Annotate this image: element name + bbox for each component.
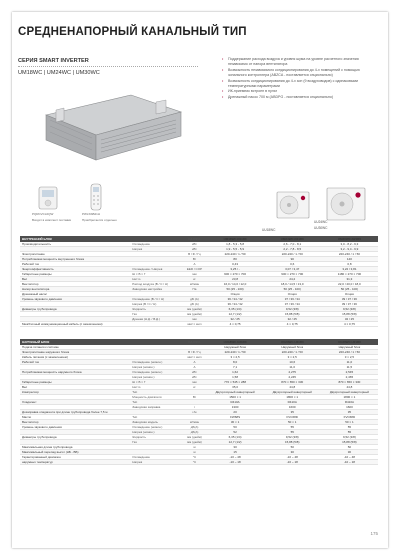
table-cell: Дозаправка хладагента при длине трубопровода более 7,5 м — [20, 410, 130, 415]
table-cell: Заводская настройка — [130, 287, 182, 292]
table-cell: мм (дюйм) — [182, 440, 206, 445]
table-cell: Энергоэффективность — [20, 267, 130, 272]
table-cell: 11,0 — [321, 360, 378, 365]
table-cell: Опция — [207, 292, 264, 297]
wired-controller-icon — [38, 186, 58, 210]
table-cell: Электропитание наружного блока — [20, 350, 130, 355]
table-cell: 220-240 / 1 / 50 — [264, 350, 321, 355]
table-cell: Охлаждение — [130, 242, 182, 247]
table-cell: 50 — [264, 445, 321, 450]
table-cell: 4 × 0,75 — [264, 322, 321, 327]
table-cell: Двухроторный инверторный — [321, 390, 378, 395]
table-cell: 39 / 37 / 36 — [321, 297, 378, 302]
table-cell: 2,465 — [321, 375, 378, 380]
table-cell: 15,88 (5/8) — [264, 440, 321, 445]
table-header-cell: ЕД.ИЗМ. — [182, 339, 206, 345]
table-cell: Па — [182, 287, 206, 292]
table-cell: 1600 — [321, 405, 378, 410]
table-cell: Межблочный коммуникационный кабель (с заземлением) — [20, 322, 130, 327]
table-cell: 1600 — [264, 405, 321, 410]
table-cell: 4 × 0,75 — [321, 322, 378, 327]
table-cell: Рабочий ток — [20, 360, 130, 365]
table-cell: FW68S — [207, 415, 264, 420]
divider — [18, 66, 198, 67]
table-cell: 9,52 (3/8) — [264, 307, 321, 312]
controller-1-note: Входит в комплект поставки — [32, 218, 72, 222]
table-cell: 3,25 / - — [207, 267, 264, 272]
table-cell: Напор вентилятора — [20, 287, 130, 292]
table-cell: Подача питания к системе — [20, 345, 130, 350]
table-cell: кВт — [182, 370, 206, 375]
table-cell: г/м — [182, 410, 206, 415]
table-cell: 35 — [264, 410, 321, 415]
table-cell: Электропитание — [20, 252, 130, 257]
table-cell: 10,6 — [264, 360, 321, 365]
table-cell: -10 ~ 18 — [264, 460, 321, 465]
table-cell: Охлаждение (В / С / Н) — [130, 297, 182, 302]
table-cell: 22,0 / 20,0 / 18,0 — [321, 282, 378, 287]
table-cell: -10 ~ 48 — [207, 455, 264, 460]
table-cell: 220-240 / 1 / 50 — [207, 350, 264, 355]
table-cell: 1,58 — [207, 375, 264, 380]
table-cell: Двухроторный инверторный — [264, 390, 321, 395]
table-cell: 0,6 — [264, 262, 321, 267]
table-cell: 0,8 — [321, 262, 378, 267]
table-cell: 23,8 — [207, 277, 264, 282]
table-cell: м — [182, 450, 206, 455]
table-cell: 140 — [321, 257, 378, 262]
table-cell: 50 × 1 — [321, 420, 378, 425]
feature-item: • Возможность независимого кондиционирования до 4-х помещений с помощью зонального контроллера (ABZCA - поставляется опционально) — [222, 68, 372, 79]
table-cell: Гарантированный диапазон — [20, 455, 130, 460]
controller-2-model: PWLSSB21H — [82, 212, 101, 216]
table-cell: А — [182, 262, 206, 267]
table-cell: 3 × 2,5 — [321, 355, 378, 360]
table-cell: 18,0 / 14,5 / 13,0 — [264, 282, 321, 287]
table-cell: Тип — [130, 390, 182, 395]
table-cell: 90 — [264, 257, 321, 262]
table-cell: Нагрев (номин.) — [130, 365, 182, 370]
table-cell: г — [182, 405, 206, 410]
table-cell: 37 / 36 / 34 — [264, 297, 321, 302]
table-cell: Хладагент — [20, 400, 130, 405]
table-cell: Дренажный насос — [20, 292, 130, 297]
table-cell: Тип — [130, 400, 182, 405]
table-cell: м — [182, 445, 206, 450]
table-cell: 1180 × 270 × 700 — [321, 272, 378, 277]
table-cell: 3,07 / 3,47 — [264, 267, 321, 272]
table-cell: °С — [182, 455, 206, 460]
table-header-cell: UM18WC.N11R0 — [207, 236, 264, 242]
table-cell: 3,2 - 9,4 - 9,9 — [321, 247, 378, 252]
table-cell: Вентилятор — [20, 282, 130, 287]
table-cell: В / Ф / Гц — [182, 350, 206, 355]
table-cell: Диаметры трубопровода — [20, 435, 130, 440]
outdoor-label-2: UU24WC — [314, 220, 328, 224]
table-cell: мм (дюйм) — [182, 312, 206, 317]
table-cell: Тип — [130, 415, 182, 420]
table-cell: 35,0 — [207, 385, 264, 390]
table-cell: 36 / 34 / 32 — [207, 297, 264, 302]
table-cell: А — [182, 360, 206, 365]
table-cell: 50 — [207, 425, 264, 430]
table-cell: мм — [182, 317, 206, 322]
table-cell: Габаритные размеры — [20, 380, 130, 385]
table-cell: В / Ф / Гц — [182, 252, 206, 257]
table-cell: 1,8 - 5,3 - 5,8 — [207, 242, 264, 247]
table-cell: 15 — [207, 450, 264, 455]
table-cell: EER / COP — [182, 267, 206, 272]
table-cell: Вт — [182, 257, 206, 262]
table-cell: дБ(А) — [182, 430, 206, 435]
table-cell: Заводская заправка — [130, 405, 182, 410]
table-cell: 6,35 (1/4) — [207, 307, 264, 312]
table-cell: Охлаждение / Нагрев — [130, 267, 182, 272]
table-cell: мм² × жил — [182, 355, 206, 360]
table-cell: мм — [182, 380, 206, 385]
table-cell: 2,2 - 7,8 - 8,5 — [264, 247, 321, 252]
table-cell: 30 × 1 — [207, 420, 264, 425]
table-cell: 44,8 — [321, 385, 378, 390]
table-cell: 50 (25 - 100) — [321, 287, 378, 292]
table-cell: Опция — [321, 292, 378, 297]
table-header-cell: ВНУТРЕННИЙ БЛОК — [20, 236, 130, 242]
table-cell: 36 / 34 / 32 — [207, 302, 264, 307]
table-cell: Максимальный перепад высот (НБ - ВБ) — [20, 450, 130, 455]
table-cell: дБ (A) — [182, 297, 206, 302]
table-cell: 55 — [321, 430, 378, 435]
table-header-cell: UU30WC.U21R0 — [321, 339, 378, 345]
table-cell: °С — [182, 460, 206, 465]
table-cell: R410A — [264, 400, 321, 405]
table-cell: Газ — [130, 440, 182, 445]
table-cell: 55 — [264, 430, 321, 435]
table-cell: 11,0 — [264, 365, 321, 370]
table-cell: 50 × 1 — [264, 420, 321, 425]
feature-item: • ИК-приемник встроен в пульт — [222, 89, 372, 94]
table-cell: 1300 — [207, 405, 264, 410]
outdoor-label-3: UU30WC — [314, 226, 328, 230]
model-list: UM18WC | UM24WC | UM30WC — [18, 70, 100, 76]
table-cell: Масло — [20, 415, 130, 420]
table-cell: 12,7 (1/2) — [207, 312, 264, 317]
table-cell: 11,5 — [321, 365, 378, 370]
table-cell: 1800 × 1 — [264, 395, 321, 400]
table-cell: 16,0 / 14,0 / 12,0 — [207, 282, 264, 287]
table-cell: 32 / 25 — [207, 317, 264, 322]
table-cell: Вес — [20, 277, 130, 282]
table-cell: 220-240 / 1 / 50 — [207, 252, 264, 257]
table-cell: Компрессор — [20, 390, 130, 395]
table-cell: Вт — [182, 395, 206, 400]
remote-controller-icon — [90, 183, 102, 211]
table-cell: 1800 × 1 — [321, 395, 378, 400]
table-cell: 80 — [207, 257, 264, 262]
outdoor-unit-spec-table — [20, 339, 378, 465]
table-cell: 3 × 2,5 — [207, 355, 264, 360]
page-title: СРЕДНЕНАПОРНЫЙ КАНАЛЬНЫЙ ТИП — [18, 26, 247, 38]
table-cell: Наружный блок — [264, 345, 321, 350]
outdoor-label-1: UU18WC — [262, 228, 276, 232]
table-cell: Габаритные размеры — [20, 272, 130, 277]
table-cell: Охлаждение (номин.) — [130, 360, 182, 365]
table-cell: 24,2 — [264, 277, 321, 282]
table-cell: Жидкость — [130, 435, 182, 440]
table-cell: Потребляемая мощность внутреннего блока — [20, 257, 130, 262]
indoor-unit-spec-table — [20, 236, 378, 327]
table-cell: R410A — [207, 400, 264, 405]
table-cell: Потребляемая мощность наружного блока — [20, 370, 130, 375]
table-cell: 4 × 0,75 — [207, 322, 264, 327]
table-cell: Охлаждение (номин.) — [130, 425, 182, 430]
table-cell: 870 × 650 × 330 — [321, 380, 378, 385]
table-cell: Ш × В × Г — [130, 380, 182, 385]
table-cell: 55 — [264, 425, 321, 430]
duct-unit-image — [36, 90, 186, 180]
table-cell: 55 — [321, 425, 378, 430]
outdoor-unit-small-image — [276, 190, 310, 220]
table-cell: Рабочий ток — [20, 262, 130, 267]
table-cell: 220-240 / 1 / 50 — [264, 252, 321, 257]
table-cell: 20 — [207, 410, 264, 415]
feature-item: • Поддержание расхода воздуха и уровня шума на уровне расчетного значения независимо от напора вентилятора — [222, 57, 372, 68]
table-cell: мм (дюйм) — [182, 435, 206, 440]
table-cell: м³/мин — [182, 420, 206, 425]
table-cell: Нагрев — [130, 460, 182, 465]
table-cell: Расход воздуха (В / С / Н) — [130, 282, 182, 287]
table-cell: 39 / 37 / 36 — [321, 302, 378, 307]
table-header-cell: UM30WC.N21R0 — [321, 236, 378, 242]
table-cell: Заводская модель — [130, 420, 182, 425]
table-cell: Наружный блок — [321, 345, 378, 350]
table-cell: 870 × 650 × 330 — [264, 380, 321, 385]
table-cell: кВт — [182, 242, 206, 247]
table-cell: Дренаж (Н.Д. / В.Д.) — [130, 317, 182, 322]
table-cell: 35 — [321, 410, 378, 415]
table-cell: мм² × жил — [182, 322, 206, 327]
table-cell: 15,88 (5/8) — [321, 440, 378, 445]
table-cell: Нагрев (номин.) — [130, 375, 182, 380]
controller-1-model: PQRCVCL0QW — [32, 212, 54, 216]
series-label: СЕРИЯ SMART INVERTER — [18, 58, 89, 64]
table-cell: кг — [182, 385, 206, 390]
table-cell: 9,52 (3/8) — [321, 307, 378, 312]
table-cell: А — [182, 365, 206, 370]
table-cell: 30 — [207, 445, 264, 450]
table-cell: Производительность — [20, 242, 130, 247]
table-cell: Нетто — [130, 385, 182, 390]
table-cell: -10 ~ 18 — [207, 460, 264, 465]
table-cell: 900 × 270 × 700 — [264, 272, 321, 277]
table-cell: Двухроторный инверторный — [207, 390, 264, 395]
table-cell: 7,1 — [207, 365, 264, 370]
table-cell: Ш × В × Г — [130, 272, 182, 277]
table-cell: 15,88 (5/8) — [321, 312, 378, 317]
table-header-cell: ЕД.ИЗМ. — [182, 236, 206, 242]
table-cell: Максимальная длина трубопровода — [20, 445, 130, 450]
table-cell: -10 ~ 48 — [264, 455, 321, 460]
table-cell: наружных температур — [20, 460, 130, 465]
table-cell: 50 — [321, 445, 378, 450]
table-cell: Уровень звукового давления — [20, 297, 130, 302]
table-cell: 30 — [264, 450, 321, 455]
table-cell: Нетто — [130, 277, 182, 282]
table-cell: Охлаждение — [130, 455, 182, 460]
page-number: 175 — [370, 531, 378, 536]
table-cell: FVC68D — [264, 415, 321, 420]
table-cell: Нагрев (номин.) — [130, 430, 182, 435]
table-cell: 31,3 — [321, 277, 378, 282]
table-cell: Газ — [130, 312, 182, 317]
table-cell: 6,35 (1/4) — [207, 435, 264, 440]
table-cell: 50 (25 - 100) — [264, 287, 321, 292]
table-cell: Мощность двигателя — [130, 395, 182, 400]
table-cell: 2,6 - 7,0 - 8,1 — [264, 242, 321, 247]
table-cell: Опция — [264, 292, 321, 297]
table-cell: 3 × 2,5 — [264, 355, 321, 360]
table-cell: 3,22 / 3,81 — [321, 267, 378, 272]
table-cell: дБ (A) — [182, 302, 206, 307]
table-cell: кг — [182, 277, 206, 282]
table-cell: 15,88 (5/8) — [264, 312, 321, 317]
table-cell: Наружный блок — [207, 345, 264, 350]
table-cell: 1,62 — [207, 370, 264, 375]
table-cell: 220-240 / 1 / 50 — [321, 252, 378, 257]
outdoor-unit-large-image — [326, 186, 366, 222]
table-row — [20, 322, 378, 327]
table-cell: -10 ~ 18 — [321, 460, 378, 465]
table-cell: Диаметры трубопровода — [20, 307, 130, 312]
table-cell: 1,9 - 5,5 - 5,9 — [207, 247, 264, 252]
table-cell: 50 (25 - 100) — [207, 287, 264, 292]
feature-list — [222, 57, 372, 100]
table-cell: 37 / 36 / 34 — [264, 302, 321, 307]
feature-item: • Дренажный насос 700 м (ABDPG - поставляется опционально) — [222, 95, 372, 100]
table-cell: R410A — [321, 400, 378, 405]
table-cell: 52 — [207, 430, 264, 435]
table-cell: 12,7 (1/2) — [207, 440, 264, 445]
controller-2-note: Приобретается отдельно — [82, 218, 117, 222]
table-cell — [130, 322, 182, 327]
table-cell: мм (дюйм) — [182, 307, 206, 312]
table-cell: мм — [182, 272, 206, 277]
table-cell: м³/мин — [182, 282, 206, 287]
table-cell: 2,275 — [264, 370, 321, 375]
table-cell: Охлаждение (номин.) — [130, 370, 182, 375]
table-cell: 32 / 25 — [264, 317, 321, 322]
table-cell: 2,245 — [264, 375, 321, 380]
table-cell: Нагрев (В / С / Н) — [130, 302, 182, 307]
table-header-cell: НАРУЖНЫЙ БЛОК — [20, 339, 130, 345]
table-cell: 44,8 — [264, 385, 321, 390]
table-header-cell: UM24WC.N11R0 — [264, 236, 321, 242]
table-cell: Уровень звукового давления — [20, 425, 130, 430]
table-cell: 9,52 (3/8) — [264, 435, 321, 440]
table-cell: кВт — [182, 247, 206, 252]
table-header-cell: UU24WC.U21R0 — [264, 339, 321, 345]
table-cell: 9,52 (3/8) — [321, 435, 378, 440]
table-cell: 220-240 / 1 / 50 — [321, 350, 378, 355]
feature-item: • Возможность кондиционирования до 4-х зон (9 воздуховодов) с одинаковыми температурными параметрами — [222, 79, 372, 90]
table-cell: Жидкость — [130, 307, 182, 312]
table-cell: Вес — [20, 385, 130, 390]
table-cell: Нагрев — [130, 247, 182, 252]
table-cell: 1500 × 1 — [207, 395, 264, 400]
table-cell: Вентилятор — [20, 420, 130, 425]
table-cell: 770 × 545 × 288 — [207, 380, 264, 385]
table-cell: 2,545 — [321, 370, 378, 375]
table-cell: 8,0 — [207, 360, 264, 365]
table-cell: FVC68D — [321, 415, 378, 420]
table-cell: Кабель питания (с заземлением) — [20, 355, 130, 360]
table-row — [20, 460, 378, 465]
table-header-cell: UU18WC.U21R0 — [207, 339, 264, 345]
table-cell: 30 — [321, 450, 378, 455]
table-cell: -10 ~ 48 — [321, 455, 378, 460]
table-cell: кВт — [182, 375, 206, 380]
table-cell: 32 / 25 — [321, 317, 378, 322]
table-cell: 0,43 — [207, 262, 264, 267]
table-cell: 3,0 - 8,2 - 9,3 — [321, 242, 378, 247]
table-cell: 900 × 270 × 700 — [207, 272, 264, 277]
table-cell: дБ(А) — [182, 425, 206, 430]
